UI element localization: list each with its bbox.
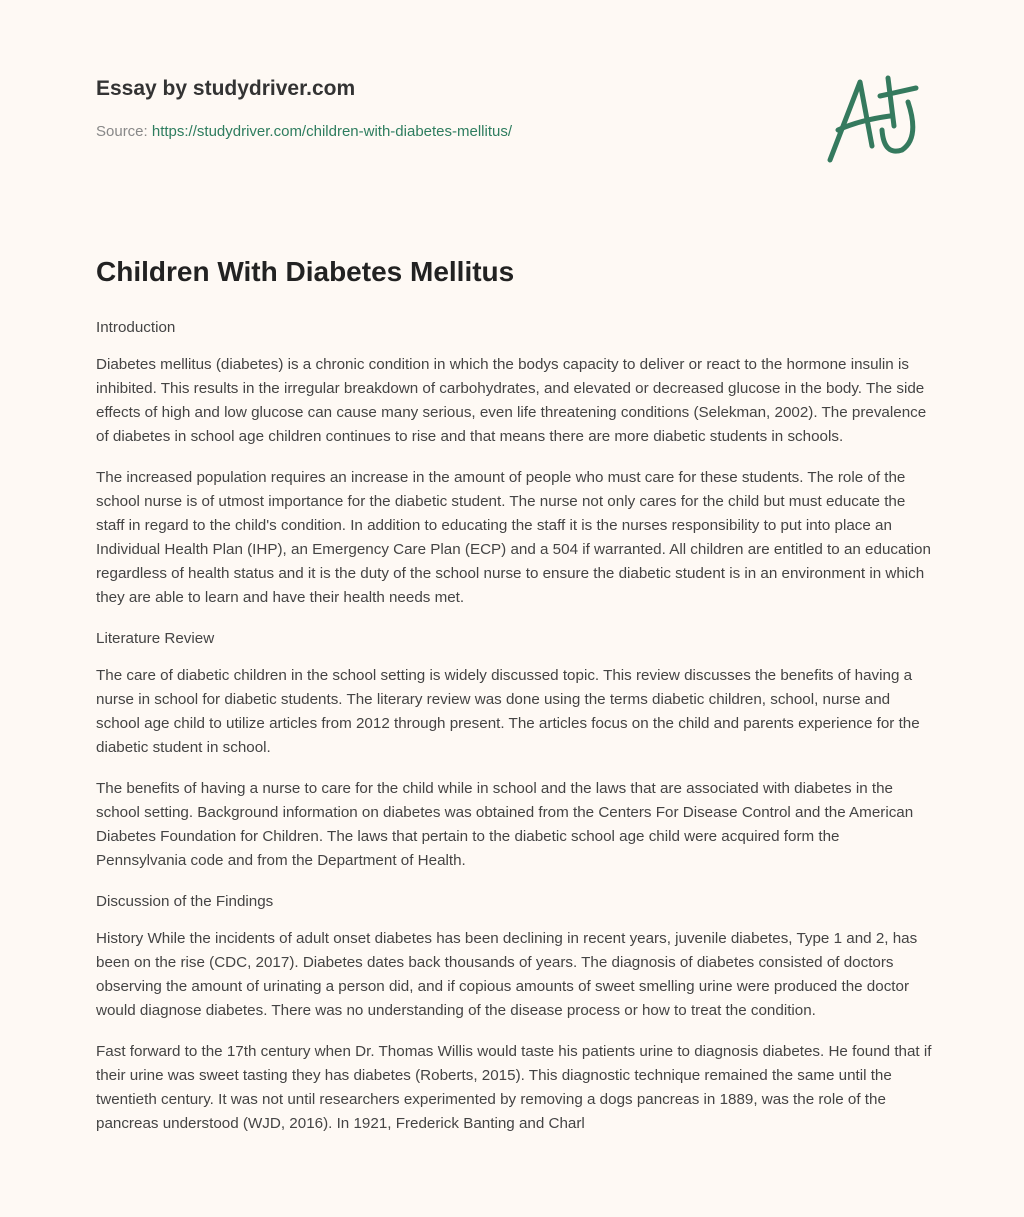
essay-title: Children With Diabetes Mellitus [96, 256, 515, 287]
section-heading: Literature Review [96, 630, 215, 647]
site-brand: Essay by studydriver.com [96, 77, 356, 100]
paragraph: The increased population requires an increase in the amount of people who must care for these students. The role of the school nurse is of utmost importance for the diabetic student. The nurse not only cares for the child but must educate the staff in regard to the child's condition. In addition to educating the staff it is the nurses responsibility to put into place an Individual Health Plan (IHP), an Emergency Care Plan (ECP) and a 504 if warranted. All children are entitled to an education regardless of health status and it is the duty of the school nurse to ensure the diabetic student is in an environment in which they are able to learn and have their health needs met. [96, 469, 931, 606]
section-heading: Introduction [96, 319, 176, 336]
paragraph: History While the incidents of adult onset diabetes has been declining in recent years, juvenile diabetes, Type 1 and 2, has been on the rise (CDC, 2017). Diabetes dates back thousands of years. The diagnosis of diabetes consisted of doctors observing the amount of urinating a person did, and if copious amounts of sweet smelling urine were produced the doctor would diagnose diabetes. There was no understanding of the disease process or how to treat the condition. [96, 930, 918, 1019]
essay-body [96, 316, 932, 1153]
section-heading: Discussion of the Findings [96, 893, 274, 910]
source-label: Source: [96, 123, 148, 140]
paragraph: Diabetes mellitus (diabetes) is a chronic condition in which the bodys capacity to deliver or react to the hormone insulin is inhibited. This results in the irregular breakdown of carbohydrates, and elevated or decreased glucose in the body. The side effects of high and low glucose can cause many serious, even life threatening conditions (Selekman, 2002). The prevalence of diabetes in school age children continues to rise and that means there are more diabetic students in schools. [96, 356, 927, 445]
paragraph: Fast forward to the 17th century when Dr. Thomas Willis would taste his patients urine to diagnosis diabetes. He found that if their urine was sweet tasting they has diabetes (Roberts, 2015). This diagnostic technique remained the same until the twentieth century. It was not until researchers experimented by removing a dogs pancreas in 1889, was the role of the pancreas understood (WJD, 2016). In 1921, Frederick Banting and Charl [96, 1043, 932, 1132]
source-link[interactable]: https://studydriver.com/children-with-diabetes-mellitus/ [151, 123, 513, 140]
a-plus-logo-icon [820, 68, 930, 168]
paragraph: The care of diabetic children in the school setting is widely discussed topic. This review discusses the benefits of having a nurse in school for diabetic students. The literary review was done using the terms diabetic children, school, nurse and school age child to utilize articles from 2012 through present. The articles focus on the child and parents experience for the diabetic student in school. [96, 667, 920, 756]
paragraph: The benefits of having a nurse to care for the child while in school and the laws that are associated with diabetes in the school setting. Background information on diabetes was obtained from the Centers For Disease Control and the American Diabetes Foundation for Children. The laws that pertain to the diabetic school age child were acquired form the Pennsylvania code and from the Department of Health. [96, 780, 914, 869]
source-line [96, 123, 512, 140]
